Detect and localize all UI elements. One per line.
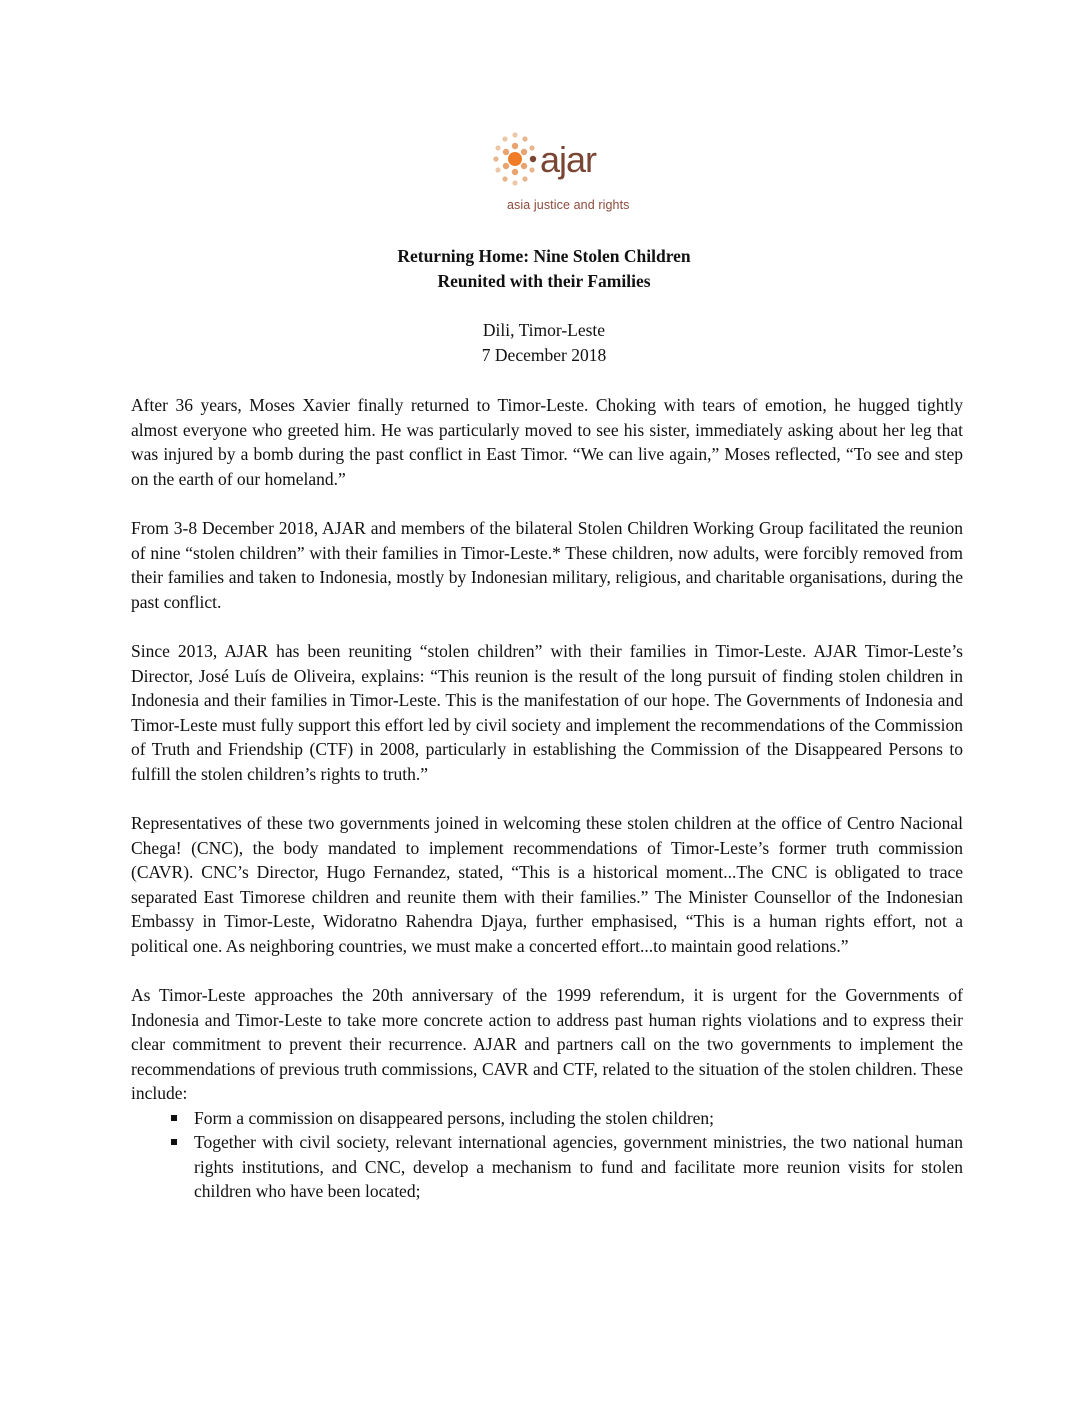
ajar-logo [488, 128, 630, 220]
ajar-logo-mark [488, 128, 608, 198]
dateline [0, 318, 1088, 368]
paragraph: From 3-8 December 2018, AJAR and members of the bilateral Stolen Children Working Group facilitated the reunion of nine “stolen children” with their families in Timor-Leste.* These children, now adults, were forcibly removed from their families and taken to Indonesia, mostly by Indonesian military, religious, and charitable organisations, during the past conflict. [131, 518, 963, 612]
paragraph: After 36 years, Moses Xavier finally returned to Timor-Leste. Choking with tears of emotion, he hugged tightly almost everyone who greeted him. He was particularly moved to see his sister, immediately asking about her leg that was injured by a bomb during the past conflict in East Timor. “We can live again,” Moses reflected, “To see and step on the earth of our homeland.” [131, 395, 963, 489]
list-item-text: Together with civil society, relevant international agencies, government ministries, the two national human rights institutions, and CNC, develop a mechanism to fund and facilitate more reunion visits for stolen children who have been located; [194, 1132, 963, 1201]
title-line-2: Reunited with their Families [437, 271, 651, 291]
bullet-square-icon [171, 1115, 177, 1121]
logo-wordmark: ajar [540, 139, 597, 180]
paragraph: Since 2013, AJAR has been reuniting “stolen children” with their families in Timor-Leste. AJAR Timor-Leste’s Director, José Luís de Oliveira, explains: “This reunion is the result of the long pursuit of finding stolen children in Indonesia and their families in Timor-Leste. This is the manifestation of our hope. The Governments of Indonesia and Timor-Leste must fully support this effort led by civil society and implement the recommendations of the Commission of Truth and Friendship (CTF) in 2008, particularly in establishing the Commission of the Disappeared Persons to fulfill the stolen children’s rights to truth.” [131, 641, 963, 784]
article-body [131, 393, 963, 1204]
list-item [131, 1130, 963, 1204]
title-line-1: Returning Home: Nine Stolen Children [397, 246, 691, 266]
bullet-square-icon [171, 1139, 177, 1145]
list-item [131, 1106, 963, 1131]
paragraph: As Timor-Leste approaches the 20th anniversary of the 1999 referendum, it is urgent for the Governments of Indonesia and Timor-Leste to take more concrete action to address past human rights violations and to express their clear commitment to prevent their recurrence. AJAR and partners call on the two governments to implement the recommendations of previous truth commissions, CAVR and CTF, related to the situation of the stolen children. These include: [131, 985, 963, 1103]
press-release-title [0, 244, 1088, 294]
logo-tagline: asia justice and rights [507, 198, 630, 212]
paragraph: Representatives of these two governments joined in welcoming these stolen children at the office of Centro Nacional Chega! (CNC), the body mandated to implement recommendations of Timor-Leste’s former truth commission (CAVR). CNC’s Director, Hugo Fernandez, stated, “This is a historical moment...The CNC is obligated to trace separated East Timorese children and reunite them with their families.” The Minister Counsellor of the Indonesian Embassy in Timor-Leste, Widoratno Rahendra Djaya, further emphasised, “This is a human rights effort, not a political one. As neighboring countries, we must make a concerted effort...to maintain good relations.” [131, 813, 963, 956]
location-text: Dili, Timor-Leste [482, 320, 606, 340]
list-item-text: Form a commission on disappeared persons, including the stolen children; [194, 1107, 715, 1128]
recommendations-list [131, 1106, 963, 1204]
date-text: 7 December 2018 [481, 345, 607, 365]
